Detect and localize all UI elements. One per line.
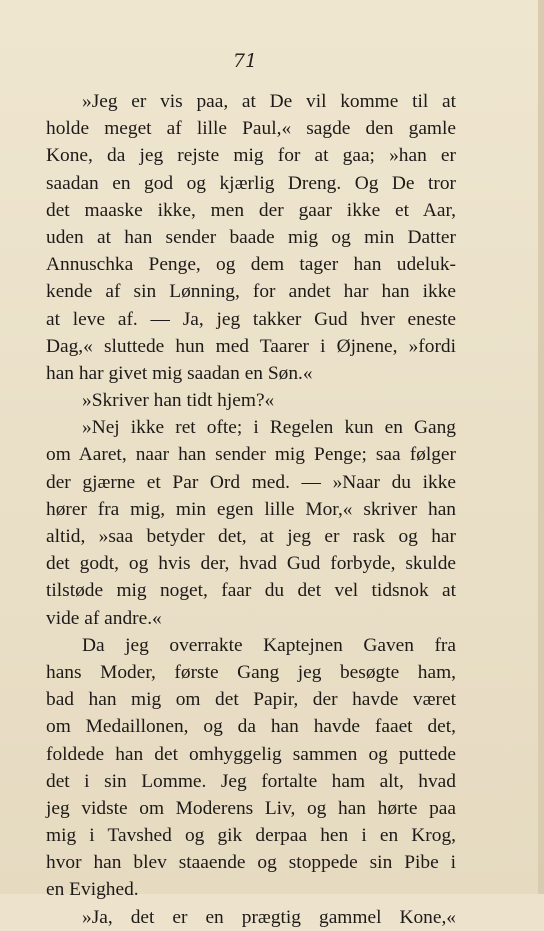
text-line: saadan en god og kjærlig Dreng. Og De tror	[46, 172, 456, 194]
text-line: tilstøde mig noget, faar du det vel tidsnok at	[46, 580, 456, 602]
text-line: bad han mig om det Papir, der havde været	[46, 689, 456, 711]
text-line: uden at han sender baade mig og min Datter	[46, 226, 456, 248]
text-line: jeg vidste om Moderens Liv, og han hørte paa	[46, 797, 456, 819]
text-line: Dag,« sluttede hun med Taarer i Øjnene, »fordi	[46, 335, 456, 357]
text-line: at leve af. — Ja, jeg takker Gud hver eneste	[46, 308, 456, 330]
text-line: Annuschka Penge, og dem tager han udeluk-	[46, 254, 456, 276]
text-line: det godt, og hvis der, hvad Gud forbyde, skulde	[46, 553, 456, 575]
text-line: vide af andre.«	[46, 607, 162, 629]
text-line: om Medaillonen, og da han havde faaet det,	[46, 716, 456, 738]
text-line: Da jeg overrakte Kaptejnen Gaven fra	[82, 634, 456, 656]
body-text	[46, 88, 456, 931]
text-line: hører fra mig, min egen lille Mor,« skriver han	[46, 498, 456, 520]
text-line: kende af sin Lønning, for andet har han ikke	[46, 281, 456, 303]
text-line: altid, »saa betyder det, at jeg er rask og har	[46, 526, 456, 547]
text-line: det maaske ikke, men der gaar ikke et Aar,	[46, 199, 456, 221]
text-line: foldede han det omhyggelig sammen og puttede	[46, 743, 456, 765]
text-line: hvor han blev staaende og stoppede sin Pibe i	[46, 852, 456, 874]
text-line: »Jeg er vis paa, at De vil komme til at	[82, 91, 456, 112]
text-line: holde meget af lille Paul,« sagde den gamle	[46, 118, 456, 140]
text-line: »Skriver han tidt hjem?«	[82, 390, 275, 412]
text-line: hans Moder, første Gang jeg besøgte ham,	[46, 661, 456, 683]
text-line: han har givet mig saadan en Søn.«	[46, 362, 313, 384]
text-line: en Evighed.	[46, 879, 139, 901]
text-line: »Ja, det er en prægtig gammel Kone,«	[82, 906, 456, 928]
text-line: mig i Tavshed og gik derpaa hen i en Krog,	[46, 825, 456, 847]
page-number: 71	[232, 50, 258, 72]
page-edge	[538, 0, 544, 894]
text-line: »Nej ikke ret ofte; i Regelen kun en Gang	[82, 417, 456, 439]
text-line: Kone, da jeg rejste mig for at gaa; »han er	[46, 145, 456, 167]
text-line: det i sin Lomme. Jeg fortalte ham alt, hvad	[46, 770, 456, 792]
text-line: om Aaret, naar han sender mig Penge; saa følger	[46, 444, 456, 466]
text-line: der gjærne et Par Ord med. — »Naar du ikke	[46, 471, 456, 493]
